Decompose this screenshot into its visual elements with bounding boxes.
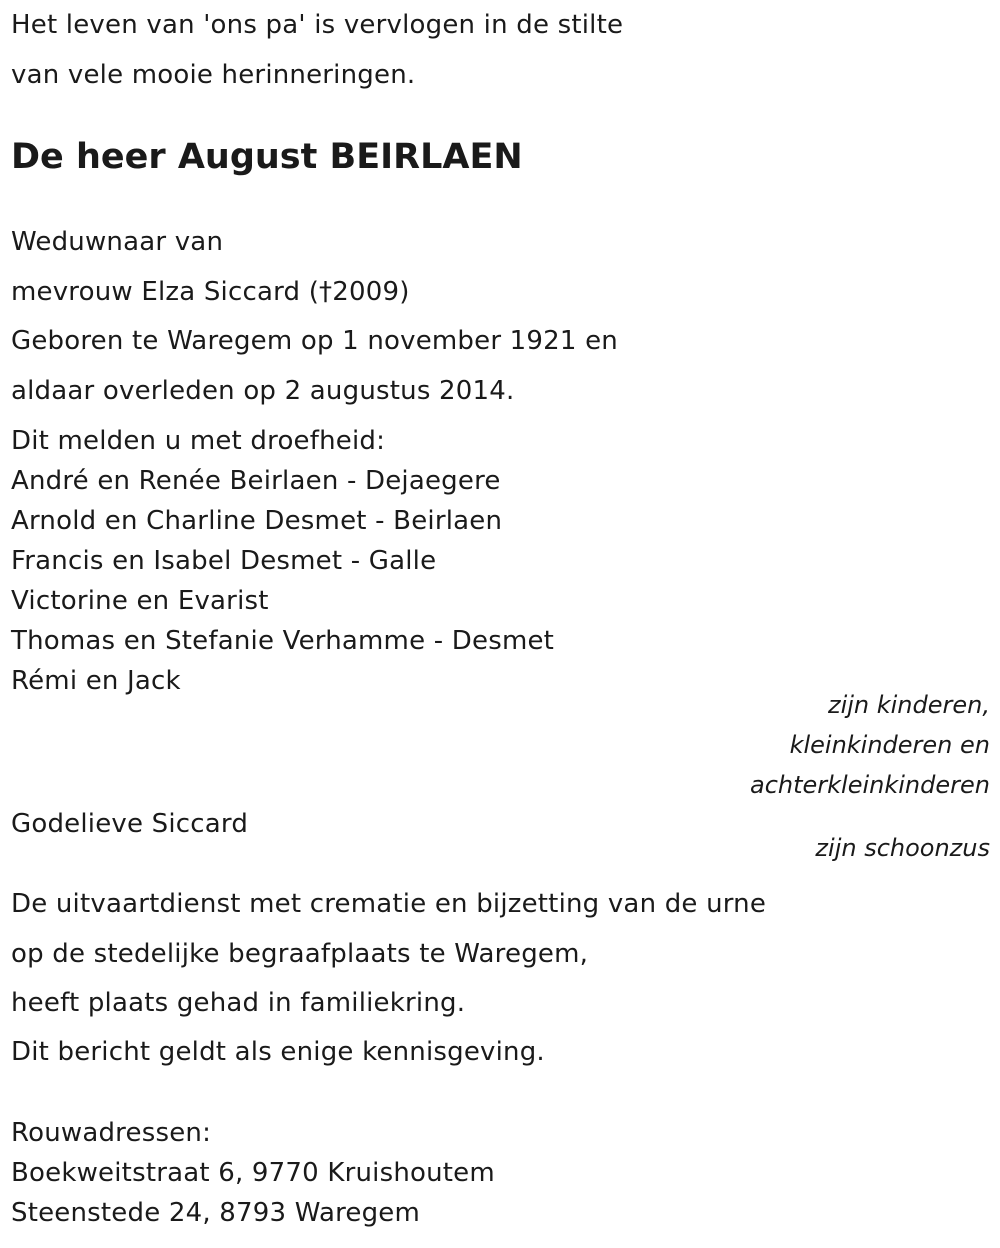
addresses-label: Rouwadressen: <box>11 1118 212 1148</box>
family-member: Francis en Isabel Desmet - Galle <box>11 546 437 576</box>
family-role: zijn kinderen, <box>827 691 990 719</box>
sister-in-law-role: zijn schoonzus <box>815 834 990 862</box>
family-role: kleinkinderen en <box>789 731 990 759</box>
family-role: achterkleinkinderen <box>750 771 990 799</box>
funeral-line: De uitvaartdienst met crematie en bijzetting van de urne <box>11 889 767 919</box>
deceased-name: De heer August BEIRLAEN <box>11 137 523 177</box>
family-member: Thomas en Stefanie Verhamme - Desmet <box>11 626 555 656</box>
family-member: André en Renée Beirlaen - Dejaegere <box>11 466 501 496</box>
intro-line-2: van vele mooie herinneringen. <box>11 60 416 90</box>
address-line: Steenstede 24, 8793 Waregem <box>11 1198 421 1228</box>
announcers-intro: Dit melden u met droefheid: <box>11 426 386 456</box>
intro-line-1: Het leven van 'ons pa' is vervlogen in de stilte <box>11 10 624 40</box>
family-member: Victorine en Evarist <box>11 586 269 616</box>
sister-in-law: Godelieve Siccard <box>11 809 249 839</box>
spouse-line-1: Weduwnaar van <box>11 227 224 257</box>
life-line-1: Geboren te Waregem op 1 november 1921 en <box>11 326 618 356</box>
family-member: Arnold en Charline Desmet - Beirlaen <box>11 506 503 536</box>
funeral-line: Dit bericht geldt als enige kennisgeving. <box>11 1037 545 1067</box>
family-member: Rémi en Jack <box>11 666 181 696</box>
address-line: Boekweitstraat 6, 9770 Kruishoutem <box>11 1158 495 1188</box>
life-line-2: aldaar overleden op 2 augustus 2014. <box>11 376 515 406</box>
funeral-line: op de stedelijke begraafplaats te Waregem, <box>11 939 589 969</box>
spouse-line-2: mevrouw Elza Siccard (†2009) <box>11 277 410 307</box>
funeral-line: heeft plaats gehad in familiekring. <box>11 988 466 1018</box>
